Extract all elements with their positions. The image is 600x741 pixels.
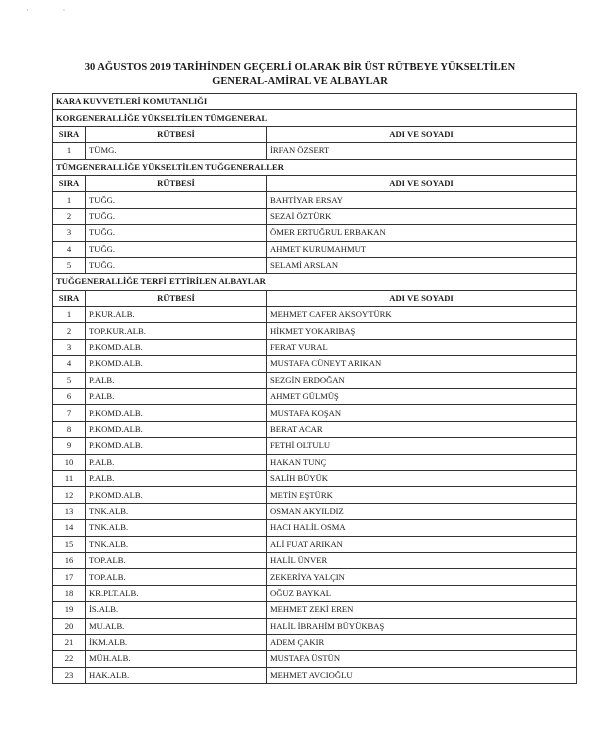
table-row — [53, 356, 577, 372]
row-number: 21 — [53, 634, 86, 650]
row-rank: P.KOMD.ALB. — [86, 438, 267, 454]
row-name: BERAT ACAR — [267, 421, 577, 437]
row-name: OSMAN AKYILDIZ — [267, 503, 577, 519]
column-header-row — [53, 175, 577, 191]
row-name: İRFAN ÖZSERT — [267, 143, 577, 159]
table-row — [53, 618, 577, 634]
row-rank: P.ALB. — [86, 389, 267, 405]
row-rank: MU.ALB. — [86, 618, 267, 634]
table-row — [53, 339, 577, 355]
row-number: 13 — [53, 503, 86, 519]
column-header-row — [53, 126, 577, 142]
row-name: ALİ FUAT ARIKAN — [267, 536, 577, 552]
table-row — [53, 307, 577, 323]
row-rank: P.KOMD.ALB. — [86, 405, 267, 421]
column-header-row — [53, 290, 577, 306]
row-rank: P.ALB. — [86, 470, 267, 486]
row-number: 3 — [53, 339, 86, 355]
row-name: SEZAİ ÖZTÜRK — [267, 208, 577, 224]
table-row — [53, 454, 577, 470]
row-name: HAKAN TUNÇ — [267, 454, 577, 470]
row-rank: TUĞG. — [86, 257, 267, 273]
row-name: HACI HALİL OSMA — [267, 520, 577, 536]
row-name: AHMET GÜLMÜŞ — [267, 389, 577, 405]
row-name: HALİL ÜNVER — [267, 552, 577, 568]
row-rank: TNK.ALB. — [86, 520, 267, 536]
row-name: MEHMET CAFER AKSOYTÜRK — [267, 307, 577, 323]
row-rank: P.KUR.ALB. — [86, 307, 267, 323]
row-name: FERAT VURAL — [267, 339, 577, 355]
row-rank: TUĞG. — [86, 225, 267, 241]
row-name: MUSTAFA KOŞAN — [267, 405, 577, 421]
row-number: 5 — [53, 372, 86, 388]
header-adi: ADI VE SOYADI — [267, 290, 577, 306]
row-rank: P.KOMD.ALB. — [86, 421, 267, 437]
section-title: TÜMGENERALLİĞE YÜKSELTİLEN TUĞGENERALLER — [53, 159, 577, 175]
document-title — [0, 61, 600, 89]
row-number: 15 — [53, 536, 86, 552]
table-row — [53, 634, 577, 650]
row-name: SALİH BÜYÜK — [267, 470, 577, 486]
row-name: MEHMET ZEKİ EREN — [267, 602, 577, 618]
row-number: 10 — [53, 454, 86, 470]
row-name: SEZGİN ERDOĞAN — [267, 372, 577, 388]
header-rutbe: RÜTBESİ — [86, 126, 267, 142]
table-row — [53, 438, 577, 454]
row-name: SELAMİ ARSLAN — [267, 257, 577, 273]
row-number: 17 — [53, 569, 86, 585]
row-number: 18 — [53, 585, 86, 601]
row-rank: TOP.KUR.ALB. — [86, 323, 267, 339]
table-row — [53, 192, 577, 208]
table-row — [53, 536, 577, 552]
row-rank: TOP.ALB. — [86, 552, 267, 568]
table-row — [53, 569, 577, 585]
header-adi: ADI VE SOYADI — [267, 175, 577, 191]
row-number: 1 — [53, 143, 86, 159]
table-row — [53, 585, 577, 601]
row-rank: İKM.ALB. — [86, 634, 267, 650]
row-number: 7 — [53, 405, 86, 421]
row-name: METİN EŞTÜRK — [267, 487, 577, 503]
row-rank: HAK.ALB. — [86, 667, 267, 683]
header-sira: SIRA — [53, 175, 86, 191]
row-name: MUSTAFA ÜSTÜN — [267, 651, 577, 667]
row-rank: İS.ALB. — [86, 602, 267, 618]
row-rank: KR.PLT.ALB. — [86, 585, 267, 601]
row-number: 8 — [53, 421, 86, 437]
row-number: 12 — [53, 487, 86, 503]
row-number: 4 — [53, 241, 86, 257]
row-number: 9 — [53, 438, 86, 454]
row-rank: P.ALB. — [86, 372, 267, 388]
table-row — [53, 257, 577, 273]
header-sira: SIRA — [53, 126, 86, 142]
row-name: ÖMER ERTUĞRUL ERBAKAN — [267, 225, 577, 241]
row-number: 14 — [53, 520, 86, 536]
row-rank: TUĞG. — [86, 192, 267, 208]
row-rank: TÜMG. — [86, 143, 267, 159]
table-row — [53, 503, 577, 519]
table-row — [53, 552, 577, 568]
row-number: 16 — [53, 552, 86, 568]
row-rank: TNK.ALB. — [86, 503, 267, 519]
table-row — [53, 520, 577, 536]
row-name: MEHMET AVCIOĞLU — [267, 667, 577, 683]
row-number: 4 — [53, 356, 86, 372]
row-number: 3 — [53, 225, 86, 241]
table-row — [53, 323, 577, 339]
header-rutbe: RÜTBESİ — [86, 290, 267, 306]
table-row — [53, 372, 577, 388]
table-row — [53, 421, 577, 437]
row-rank: P.ALB. — [86, 454, 267, 470]
table-row — [53, 470, 577, 486]
row-name: AHMET KURUMAHMUT — [267, 241, 577, 257]
row-rank: MÜH.ALB. — [86, 651, 267, 667]
row-name: HİKMET YOKARIBAŞ — [267, 323, 577, 339]
row-number: 19 — [53, 602, 86, 618]
row-rank: TUĞG. — [86, 241, 267, 257]
section-title: KORGENERALLİĞE YÜKSELTİLEN TÜMGENERAL — [53, 110, 577, 126]
header-rutbe: RÜTBESİ — [86, 175, 267, 191]
row-rank: TOP.ALB. — [86, 569, 267, 585]
row-name: FETHİ OLTULU — [267, 438, 577, 454]
row-rank: TUĞG. — [86, 208, 267, 224]
table-row — [53, 487, 577, 503]
table-row — [53, 241, 577, 257]
row-number: 5 — [53, 257, 86, 273]
row-number: 1 — [53, 307, 86, 323]
scan-specks: · · — [26, 6, 82, 15]
row-rank: P.KOMD.ALB. — [86, 339, 267, 355]
row-number: 1 — [53, 192, 86, 208]
table-row — [53, 225, 577, 241]
row-name: MUSTAFA CÜNEYT ARIKAN — [267, 356, 577, 372]
row-name: BAHTİYAR ERSAY — [267, 192, 577, 208]
table-row — [53, 405, 577, 421]
row-rank: P.KOMD.ALB. — [86, 356, 267, 372]
row-number: 11 — [53, 470, 86, 486]
table-row — [53, 602, 577, 618]
table-row — [53, 208, 577, 224]
title-line-1: 30 AĞUSTOS 2019 TARİHİNDEN GEÇERLİ OLARAK BİR ÜST RÜTBEYE YÜKSELTİLEN — [84, 62, 516, 73]
row-number: 20 — [53, 618, 86, 634]
title-line-2: GENERAL-AMİRAL VE ALBAYLAR — [212, 76, 388, 87]
header-sira: SIRA — [53, 290, 86, 306]
row-name: ADEM ÇAKIR — [267, 634, 577, 650]
row-name: ZEKERİYA YALÇIN — [267, 569, 577, 585]
table-row — [53, 143, 577, 159]
command-title: KARA KUVVETLERİ KOMUTANLIĞI — [53, 94, 577, 110]
section-title: TUĞGENERALLİĞE TERFİ ETTİRİLEN ALBAYLAR — [53, 274, 577, 290]
section-row — [53, 110, 577, 126]
table-row — [53, 651, 577, 667]
row-number: 22 — [53, 651, 86, 667]
table-row — [53, 389, 577, 405]
row-rank: P.KOMD.ALB. — [86, 487, 267, 503]
row-rank: TNK.ALB. — [86, 536, 267, 552]
row-number: 23 — [53, 667, 86, 683]
promotion-table — [52, 93, 577, 684]
row-number: 2 — [53, 208, 86, 224]
row-number: 2 — [53, 323, 86, 339]
row-number: 6 — [53, 389, 86, 405]
command-row — [53, 94, 577, 110]
row-name: HALİL İBRAHİM BÜYÜKBAŞ — [267, 618, 577, 634]
section-row — [53, 274, 577, 290]
row-name: OĞUZ BAYKAL — [267, 585, 577, 601]
header-adi: ADI VE SOYADI — [267, 126, 577, 142]
table-row — [53, 667, 577, 683]
section-row — [53, 159, 577, 175]
